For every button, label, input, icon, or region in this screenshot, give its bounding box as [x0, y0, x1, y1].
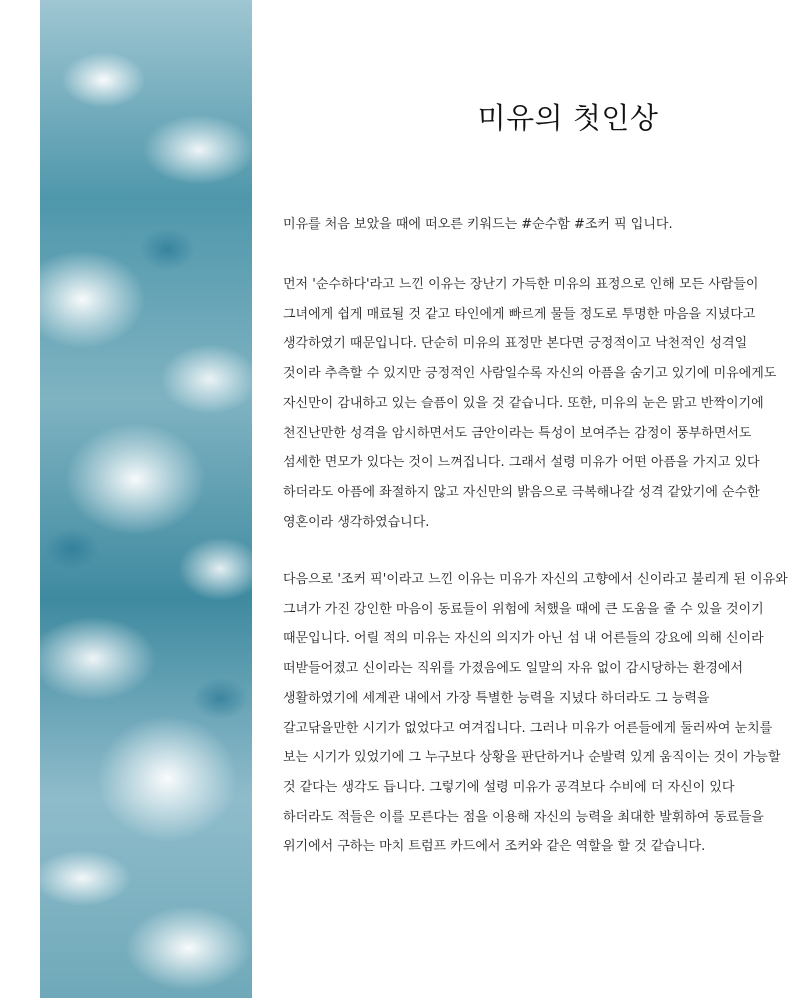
- intro-paragraph: 미유를 처음 보았을 때에 떠오른 키워드는 #순수함 #조커 픽 입니다.: [283, 217, 673, 232]
- purity-paragraph: 먼저 '순수하다'라고 느낀 이유는 장난기 가득한 미유의 표정으로 인해 모든 사람들이 그녀에게 쉽게 매료될 것 같고 타인에게 빠르게 물들 정도로 투명한 마음을 지녔다고 생각하였기 때문입니다. 단순히 미유의 표정만 본다면 긍정적이고 낙천적인 성격일 것이라 추측할 수 있지만 긍정적인 사람일수록 자신의 아픔을 숨기고 있기에 미유에게도 자신만이 감내하고 있는 슬픔이 있을 것 같습니다. 또한, 미유의 눈은 맑고 반짝이기에 천진난만한 성격을 암시하면서도 금안이라는 특성이 보여주는 감정이 풍부하면서도 섬세한 면모가 있다는 것이 느껴집니다. 그래서 설령 미유가 어떤 아픔을 가지고 있다 하더라도 아픔에 좌절하지 않고 자신만의 밝음으로 극복해나갈 성격 같았기에 순수한 영혼이라 생각하였습니다.: [283, 277, 777, 530]
- ocean-foam-image: [40, 0, 252, 998]
- joker-paragraph: 다음으로 '조커 픽'이라고 느낀 이유는 미유가 자신의 고향에서 신이라고 불리게 된 이유와 그녀가 가진 강인한 마음이 동료들이 위험에 처했을 때에 큰 도움을 줄 수 있을 것이기 때문입니다. 어릴 적의 미유는 자신의 의지가 아닌 섬 내 어른들의 강요에 의해 신이라 떠받들어졌고 신이라는 직위를 가졌음에도 일말의 자유 없이 감시당하는 환경에서 생활하였기에 세계관 내에서 가장 특별한 능력을 지녔다 하더라도 그 능력을 갈고닦을만한 시기가 없었다고 여겨집니다. 그러나 미유가 어른들에게 둘러싸여 눈치를 보는 시기가 있었기에 그 누구보다 상황을 판단하거나 순발력 있게 움직이는 것이 가능할 것 같다는 생각도 듭니다. 그렇기에 설령 미유가 공격보다 수비에 더 자신이 있다 하더라도 적들은 이를 모른다는 점을 이용해 자신의 능력을 최대한 발휘하여 동료들을 위기에서 구하는 마치 트럼프 카드에서 조커와 같은 역할을 할 것 같습니다.: [283, 572, 788, 855]
- page-title: 미유의 첫인상: [477, 101, 659, 135]
